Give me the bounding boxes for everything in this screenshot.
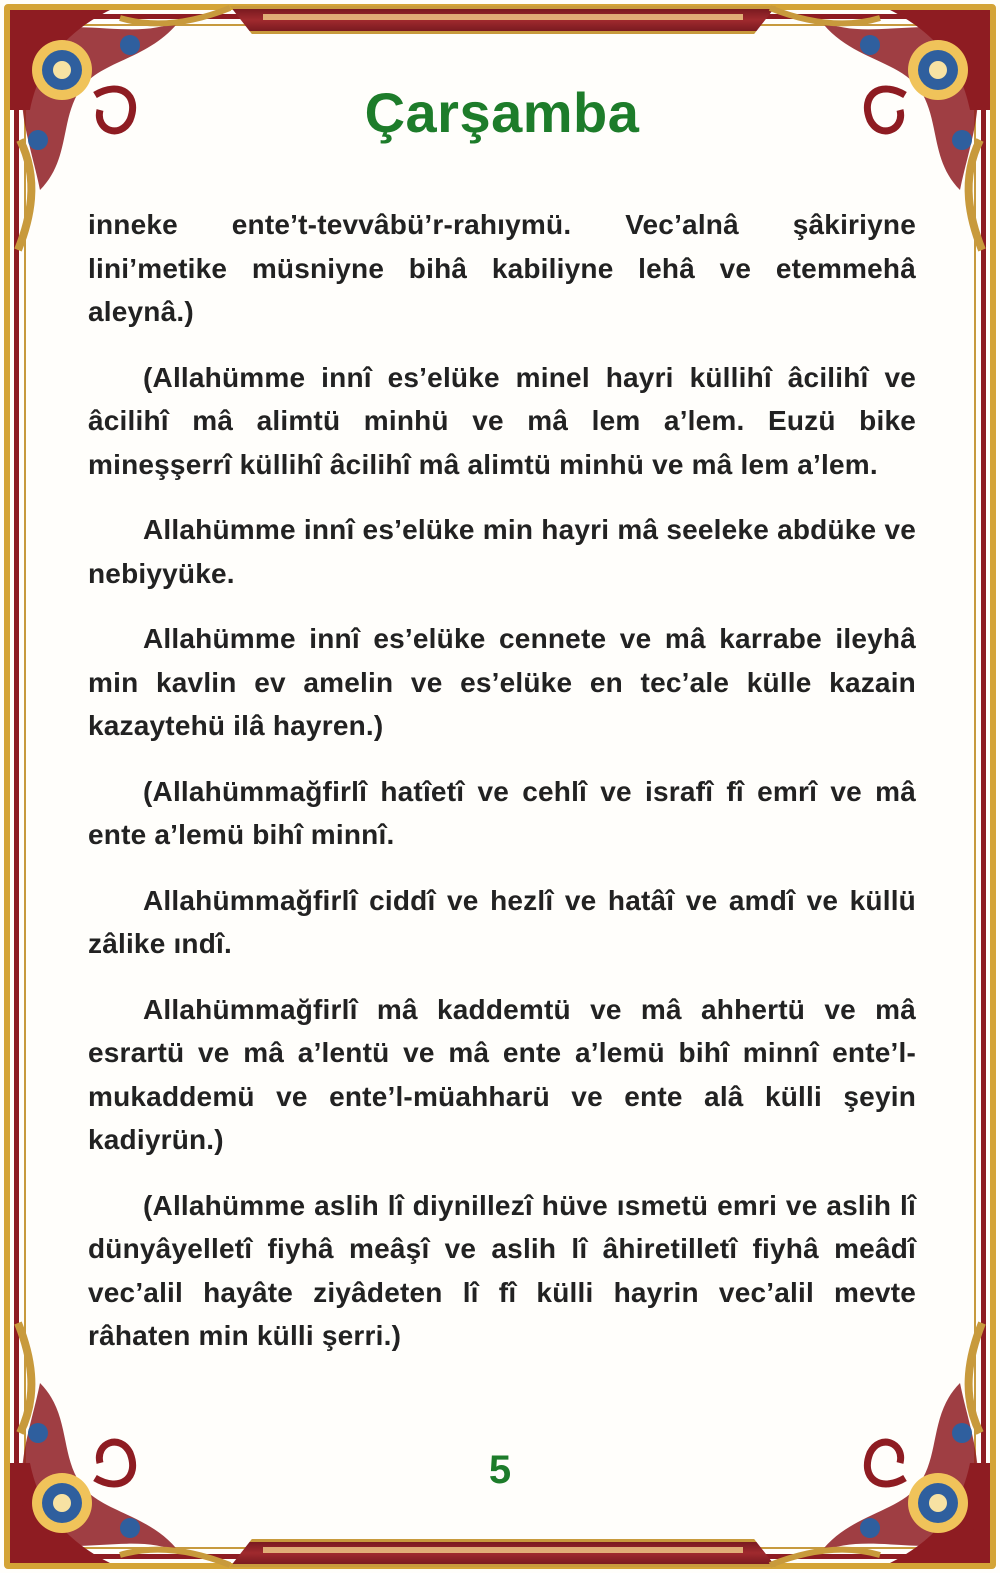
bottom-border-bar	[230, 1539, 776, 1567]
page-number: 5	[488, 1448, 512, 1492]
paragraph: (Allahümme aslih lî diynillezî hüve ısmetü emri ve aslih lî dünyâyelletî fiyhâ meâşî ve aslih lî âhiretilletî fiyhâ meâdî vec’alil hayâte ziyâdeten lî fî külli hayrin vec’alil mevte râhaten min külli şerri.)	[88, 1189, 916, 1351]
paragraph: (Allahümme innî es’elüke minel hayri küllihî âcilihî ve âcilihî mâ alimtü minhü ve mâ lem a’lem. Euzü bike mineşşerrî küllihî âcilihî mâ alimtü minhü ve mâ lem a’lem.	[88, 361, 916, 480]
paragraph: Allahümme innî es’elüke min hayri mâ seeleke abdüke ve nebiyyüke.	[88, 514, 916, 589]
paragraph: Allahümmağfirlî mâ kaddemtü ve mâ ahhertü ve mâ esrartü ve mâ a’lentü ve mâ ente a’lemü bihî minnî ente’l-mukaddemü ve ente’l-müahharü ve ente alâ külli şeyin kadiyrün.)	[88, 993, 916, 1155]
page-content	[88, 80, 916, 1380]
paragraph: Allahümmağfirlî ciddî ve hezlî ve hatâî ve amdî ve küllü zâlike ındî.	[88, 884, 916, 959]
top-border-bar	[230, 6, 776, 34]
paragraph: (Allahümmağfirlî hatîetî ve cehlî ve israfî fî emrî ve mâ ente a’lemü bihî minnî.	[88, 775, 916, 850]
paragraph: Allahümme innî es’elüke cennete ve mâ karrabe ileyhâ min kavlin ev amelin ve es’elüke en tec’ale külle kazain kazaytehü ilâ hayren.)	[88, 623, 916, 741]
paragraph: inneke ente’t-tevvâbü’r-rahıymü. Vec’alnâ şâkiriyne lini’metike müsniyne bihâ kabiliyne lehâ ve etemmehâ aleynâ.)	[88, 209, 916, 327]
page-title: Çarşamba	[364, 81, 640, 144]
